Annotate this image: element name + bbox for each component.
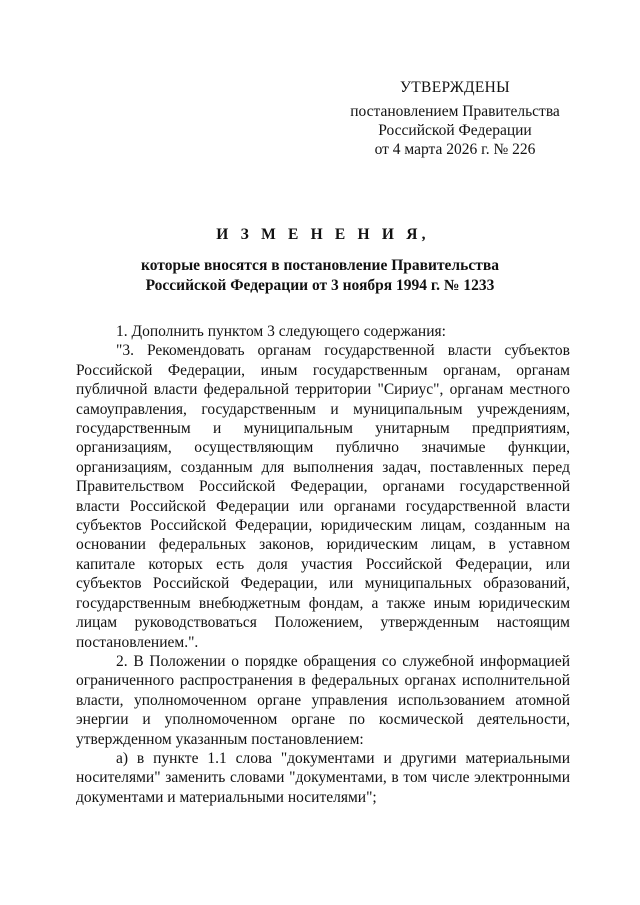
approval-stamp	[330, 78, 580, 159]
subtitle-line-2: Российской Федерации от 3 ноября 1994 г. № 1233	[145, 277, 495, 294]
document-subtitle	[0, 256, 640, 296]
approval-line-1: постановлением Правительства	[350, 103, 560, 120]
approval-line-3: от 4 марта 2026 г. № 226	[374, 141, 536, 158]
document-heading	[0, 226, 640, 296]
paragraph-4: а) в пункте 1.1 слова "документами и другими материальными носителями" заменить словами "документами, в том числе электронными документами и материальными носителями";	[76, 749, 570, 806]
subtitle-line-1: которые вносятся в постановление Правительства	[141, 257, 499, 274]
paragraph-3: 2. В Положении о порядке обращения со служебной информацией ограниченного распространения в федеральных органах исполнительной власти, уполномоченном органе управления использованием атомной энергии и уполномоченном органе по космической деятельности, утвержденном указанным постановлением:	[76, 652, 570, 748]
paragraph-1: 1. Дополнить пунктом 3 следующего содержания:	[116, 323, 446, 340]
paragraph-2: "3. Рекомендовать органам государственной власти субъектов Российской Федерации, иным государственным органам, органам публичной власти федеральной территории "Сириус", органам местного самоуправления, государственным и муниципальным учреждениям, государственным и муниципальным унитарным предприятиям, организациям, осуществляющим публично значимые функции, организациям, созданным для выполнения задач, поставленных перед Правительством Российской Федерации, органами государственной власти Российской Федерации или органами государственной власти субъектов Российской Федерации, юридическим лицам, созданным на основании федеральных законов, юридическим лицам, в уставном капитале которых есть доля участия Российской Федерации, или субъектов Российской Федерации, или муниципальных образований, государственным внебюджетным фондам, а также иным юридическим лицам руководствоваться Положением, утвержденным настоящим постановлением.".	[76, 342, 570, 651]
approved-word: УТВЕРЖДЕНЫ	[400, 79, 510, 96]
document-title: И З М Е Н Е Н И Я,	[216, 226, 430, 243]
document-body	[76, 322, 570, 807]
approval-line-2: Российской Федерации	[378, 122, 532, 139]
